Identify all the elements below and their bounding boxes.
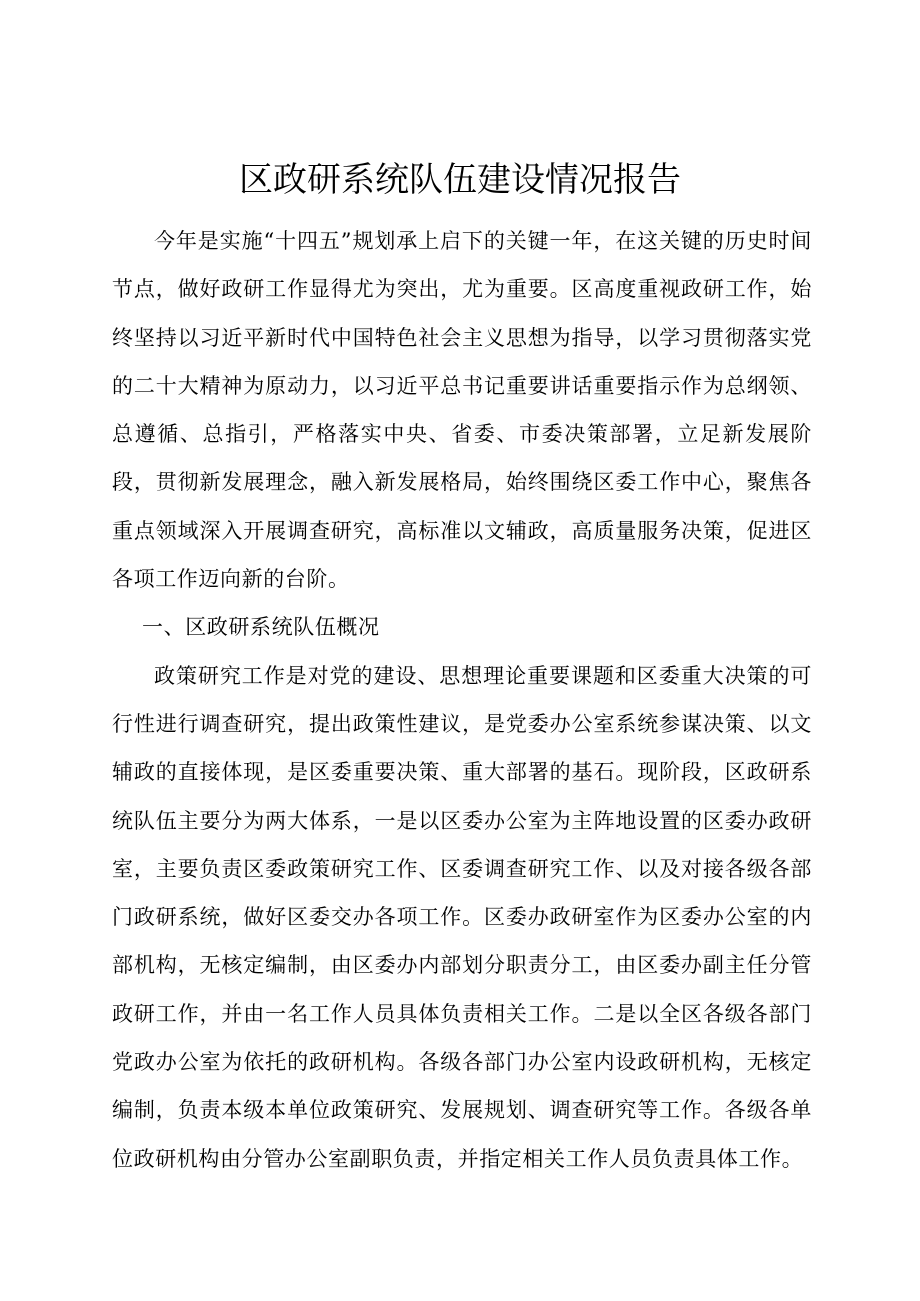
document-body: [112, 217, 812, 1183]
section-paragraph: 政策研究工作是对党的建设、思想理论重要课题和区委重大决策的可行性进行调查研究，提出政策性建议，是党委办公室系统参谋决策、以文辅政的直接体现，是区委重要决策、重大部署的基石。现阶段，区政研系统队伍主要分为两大体系，一是以区委办公室为主阵地设置的区委办政研室，主要负责区委政策研究工作、区委调查研究工作、以及对接各级各部门政研系统，做好区委交办各项工作。区委办政研室作为区委办公室的内部机构，无核定编制，由区委办内部划分职责分工，由区委办副主任分管政研工作，并由一名工作人员具体负责相关工作。二是以全区各级各部门党政办公室为依托的政研机构。各级各部门办公室内设政研机构，无核定编制，负责本级本单位政策研究、发展规划、调查研究等工作。各级各单位政研机构由分管办公室副职负责，并指定相关工作人员负责具体工作。: [112, 663, 812, 1171]
section-heading: 一、区政研系统队伍概况: [142, 615, 380, 640]
document-title: 区政研系统队伍建设情况报告: [239, 160, 681, 200]
intro-paragraph: 今年是实施“十四五”规划承上启下的关键一年，在这关键的历史时间节点，做好政研工作显得尤为突出，尤为重要。区高度重视政研工作，始终坚持以习近平新时代中国特色社会主义思想为指导，以学习贯彻落实党的二十大精神为原动力，以习近平总书记重要讲话重要指示作为总纲领、总遵循、总指引，严格落实中央、省委、市委决策部署，立足新发展阶段，贯彻新发展理念，融入新发展格局，始终围绕区委工作中心，聚焦各重点领域深入开展调查研究，高标准以文辅政，高质量服务决策，促进区各项工作迈向新的台阶。: [112, 229, 812, 592]
